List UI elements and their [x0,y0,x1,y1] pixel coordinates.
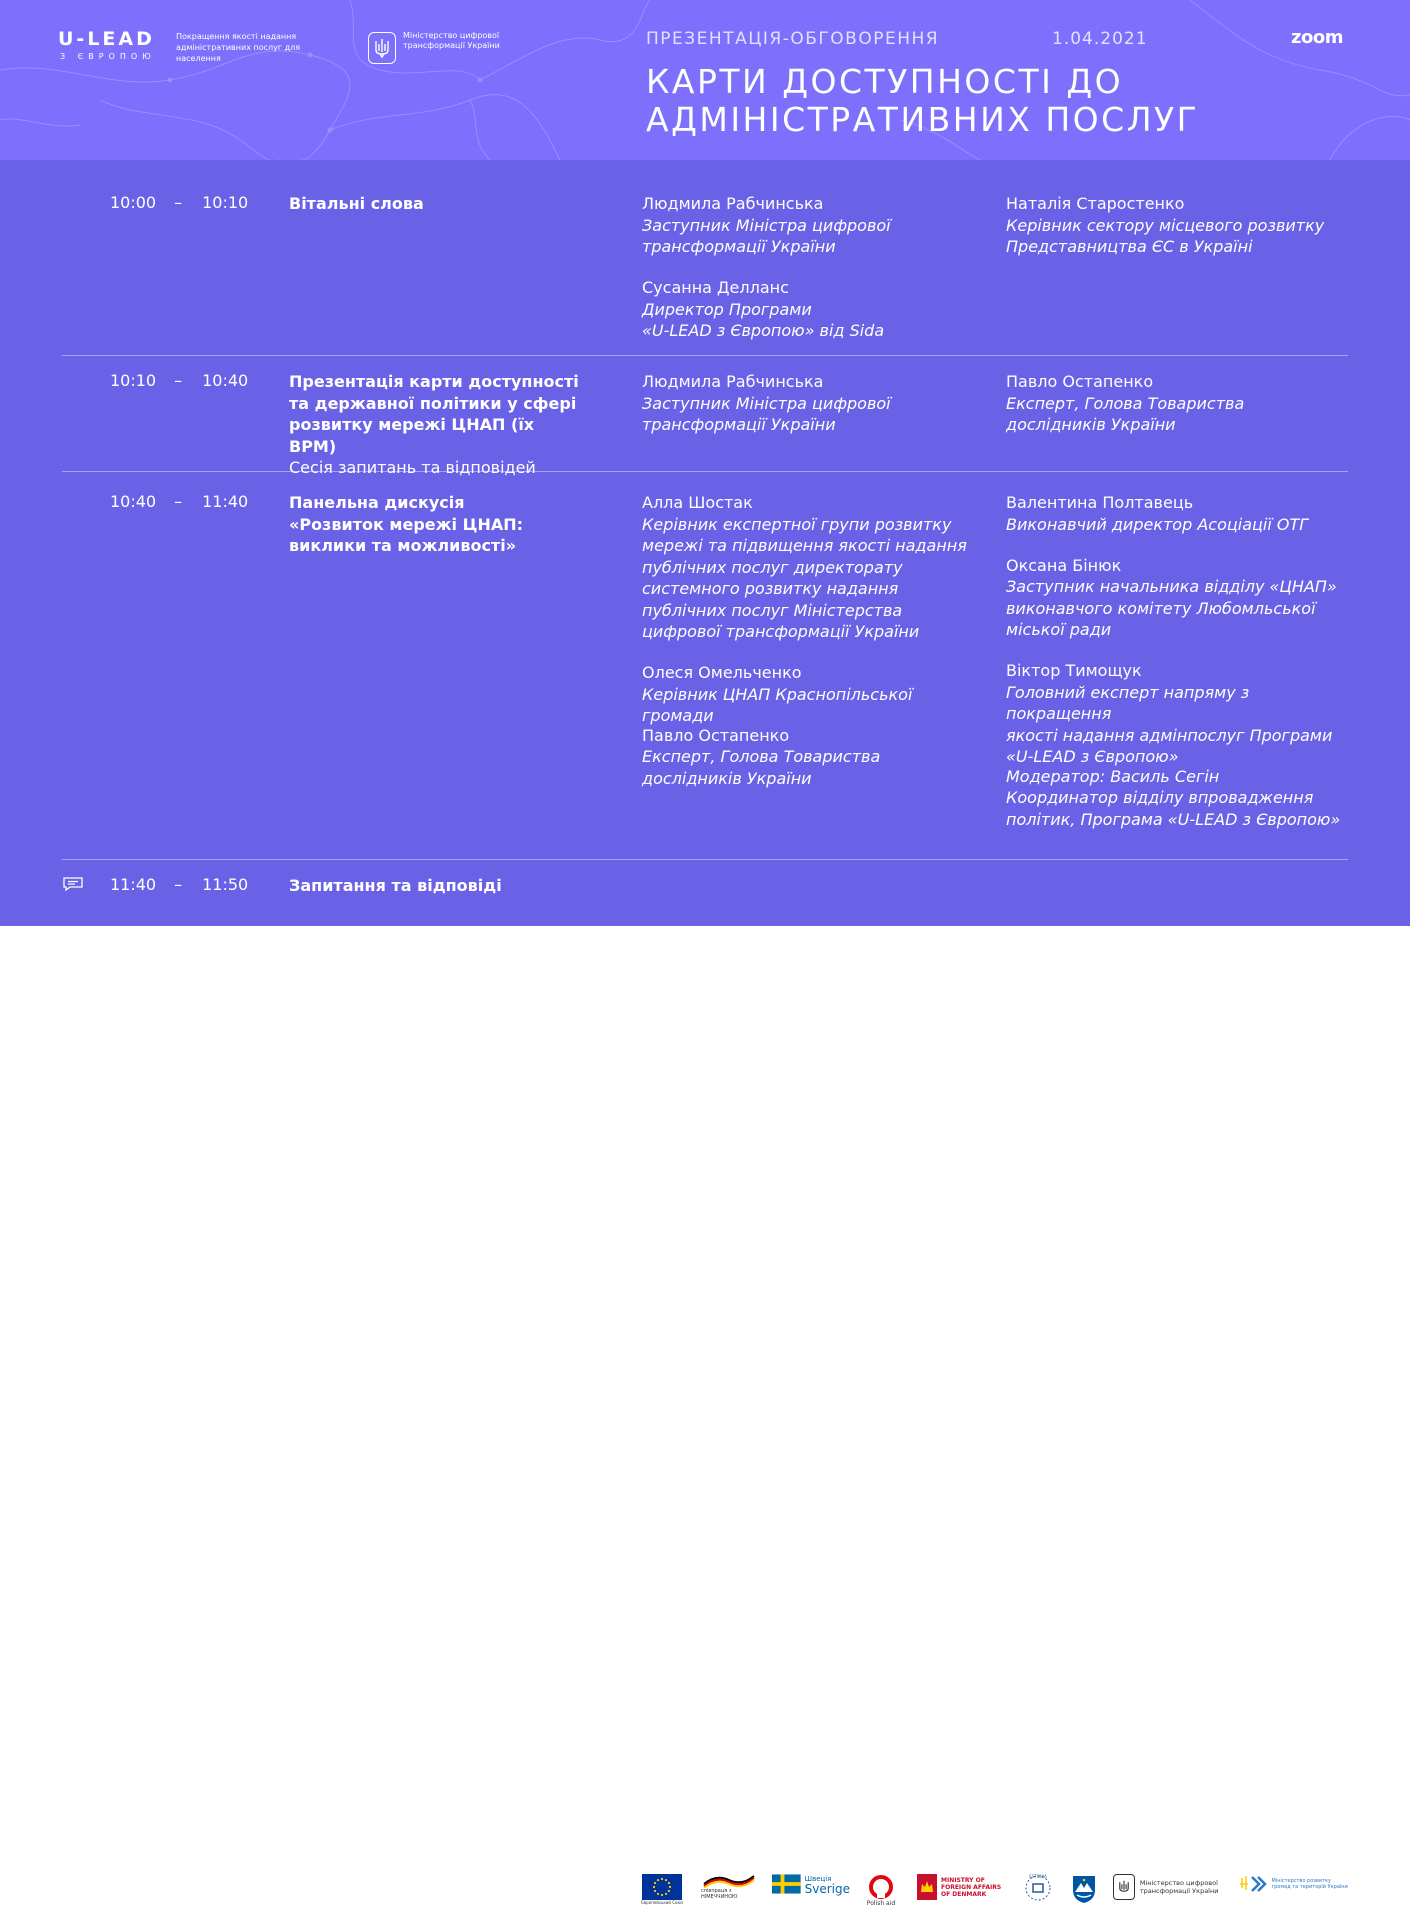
speaker-name: Оксана Бінюк [1006,555,1122,575]
eu-flag-logo [641,1874,683,1905]
time-start: 11:40 [110,875,157,894]
ministry-regional-label: Міністерство розвитку громад та територій України [1271,1878,1348,1890]
speaker-role: міської ради [1006,620,1112,639]
eu-star [654,1890,656,1892]
speaker-role: Керівник ЦНАП Краснопільської громади [642,684,913,725]
session-title-line: «Розвиток мережі ЦНАП: [289,514,523,534]
chat-icon [62,876,84,896]
eu-star [661,1894,663,1896]
eu-star [654,1882,656,1884]
speaker-role: Керівник експертної групи розвитку [642,514,952,534]
row-divider [62,355,1348,356]
session-title-line: Панельна дискусія [289,493,465,512]
session-title-line: Презентація карти доступності [289,372,579,391]
time-range [110,193,248,212]
speaker-name: Алла Шостак [642,493,753,512]
footer-partners [0,926,1410,1907]
speaker-name: Наталія Старостенко [1006,194,1185,213]
speaker-role: трансформації України [642,415,836,434]
speaker-role: публічних послуг Міністерства [642,600,903,620]
sweden-small-label: Швеція [804,1875,832,1883]
time-start: 10:40 [110,492,157,511]
speaker-role: політик, Програма «U-LEAD з Європою» [1006,809,1341,829]
speaker-name: Павло Остапенко [642,725,790,745]
speaker [1006,492,1356,535]
estonia-label: ESTONIA [1029,1874,1047,1879]
eu-star [653,1886,655,1888]
speaker [642,371,987,436]
session-title-line: Вітальні слова [289,194,424,213]
session-title-line: виклики та можливості» [289,536,517,555]
time-start: 10:00 [110,193,157,212]
speaker-name: Валентина Полтавець [1006,493,1194,512]
session-subtitle: Сесія запитань та відповідей [289,458,536,477]
speaker [1006,766,1356,831]
eu-star [669,1886,671,1888]
speaker [1006,555,1356,641]
speaker-role: виконавчого комітету Любомльської [1006,598,1316,618]
trident-icon [368,32,396,64]
sweden-label: Sverige [804,1882,850,1896]
ministry-digital-footer-logo [1113,1874,1225,1900]
ulead-logo-subtitle: З ЄВРОПОЮ [60,52,156,61]
speaker-role: Заступник Міністра цифрової [642,215,891,235]
session-title [289,193,579,215]
speaker-role: «U-LEAD з Європою» [1006,747,1179,766]
time-range [110,371,248,390]
speaker-role: Експерт, Голова Товариства [1006,393,1245,413]
denmark-label: MINISTRY OF FOREIGN AFFAIRS OF DENMARK [941,1876,1002,1898]
speaker-role: публічних послуг директорату [642,557,903,577]
polish-aid-label: Polish aid [866,1900,896,1907]
speaker-name: Віктор Тимощук [1006,661,1142,680]
time-separator: – [174,492,183,511]
session-title [289,492,579,557]
trident-icon [1113,1874,1135,1900]
speaker-role: трансформації України [642,237,836,256]
speaker-role: Виконавчий директор Асоціації ОТГ [1006,514,1309,534]
speaker-role: Представництва ЄС в Україні [1006,237,1253,256]
speaker-role: мережі та підвищення якості надання [642,536,967,555]
speaker-role: Керівник сектору місцевого розвитку [1006,215,1325,235]
speaker-role: Директор Програми [642,299,812,319]
speaker-name: Людмила Рабчинська [642,372,824,391]
eu-star [665,1893,667,1895]
speaker-role: дослідників України [1006,415,1176,434]
time-separator: – [174,875,183,894]
speaker-name: Сусанна Делланс [642,278,789,297]
speaker [1006,371,1356,436]
time-end: 10:10 [202,193,249,212]
speaker-role: Заступник начальника відділу «ЦНАП» [1006,577,1337,596]
ulead-logo-title: U-LEAD [58,28,155,50]
speaker-role: Модератор: Василь Сегін [1006,766,1220,786]
speaker-role: системного розвитку надання [642,579,899,598]
speaker-role: Заступник Міністра цифрової [642,393,891,413]
speaker [642,193,987,258]
slovenia-logo [1069,1874,1099,1904]
ulead-description: Покращення якості надання адміністративних послуг для населення [176,32,301,63]
estonia-logo [1020,1874,1056,1902]
time-separator: – [174,193,183,212]
speaker [1006,660,1356,768]
agenda [0,160,1410,926]
speaker [642,725,987,790]
ministry-digital-footer-label: Міністерство цифрової трансформації України [1139,1879,1219,1895]
session-title-line: та державної політики у сфері [289,393,577,413]
speaker-role: Головний експерт напряму з покращення [1006,682,1250,723]
time-end: 11:50 [202,875,249,894]
speaker-name: Людмила Рабчинська [642,194,824,213]
eu-star [668,1890,670,1892]
ministry-regional-logo [1238,1874,1352,1894]
speaker [642,277,987,342]
speaker-role: дослідників України [642,768,812,788]
eu-star [657,1893,659,1895]
session-title-line: Запитання та відповіді [289,876,502,895]
speaker-role: якості надання адмінпослуг Програми [1006,725,1333,745]
sweden-logo [772,1874,850,1894]
polish-aid-logo [860,1874,902,1907]
ministry-digital-label: Міністерство цифрової трансформації України [403,31,500,50]
event-type: ПРЕЗЕНТАЦІЯ-ОБГОВОРЕННЯ [646,29,940,49]
germany-label: співпраця з НІМЕЧЧИНОЮ [701,1888,738,1900]
eu-label: Європейський Союз [641,1900,683,1905]
time-separator: – [174,371,183,390]
speaker [642,492,987,643]
speaker [1006,193,1356,258]
page-title-line1: КАРТИ ДОСТУПНОСТІ ДО [646,62,1124,101]
time-end: 11:40 [202,492,249,511]
eu-star [668,1882,670,1884]
zoom-logo: zoom [1291,27,1343,48]
speaker-role: Координатор відділу впровадження [1006,788,1314,807]
session-title-line: розвитку мережі ЦНАП (їх ВРМ) [289,415,535,456]
speaker [642,662,987,727]
page-title [646,63,1386,139]
time-range [110,492,248,511]
session-title [289,371,579,479]
eu-star [661,1878,663,1880]
event-date: 1.04.2021 [1052,29,1148,49]
time-range [110,875,248,894]
header-banner [0,0,1410,160]
eu-star [665,1879,667,1881]
speaker-name: Олеся Омельченко [642,663,802,682]
germany-cooperation-logo [701,1874,757,1900]
time-start: 10:10 [110,371,157,390]
speaker-name: Павло Остапенко [1006,372,1154,391]
row-divider [62,471,1348,472]
speaker-role: цифрової трансформації України [642,622,920,641]
speaker-role: Експерт, Голова Товариства [642,747,881,766]
eu-star [657,1879,659,1881]
speaker-role: «U-LEAD з Європою» від Sida [642,321,885,340]
denmark-mfa-logo [914,1874,1006,1900]
row-divider [62,859,1348,860]
page-title-line2: АДМІНІСТРАТИВНИХ ПОСЛУГ [646,100,1200,139]
time-end: 10:40 [202,371,249,390]
session-title [289,875,579,897]
